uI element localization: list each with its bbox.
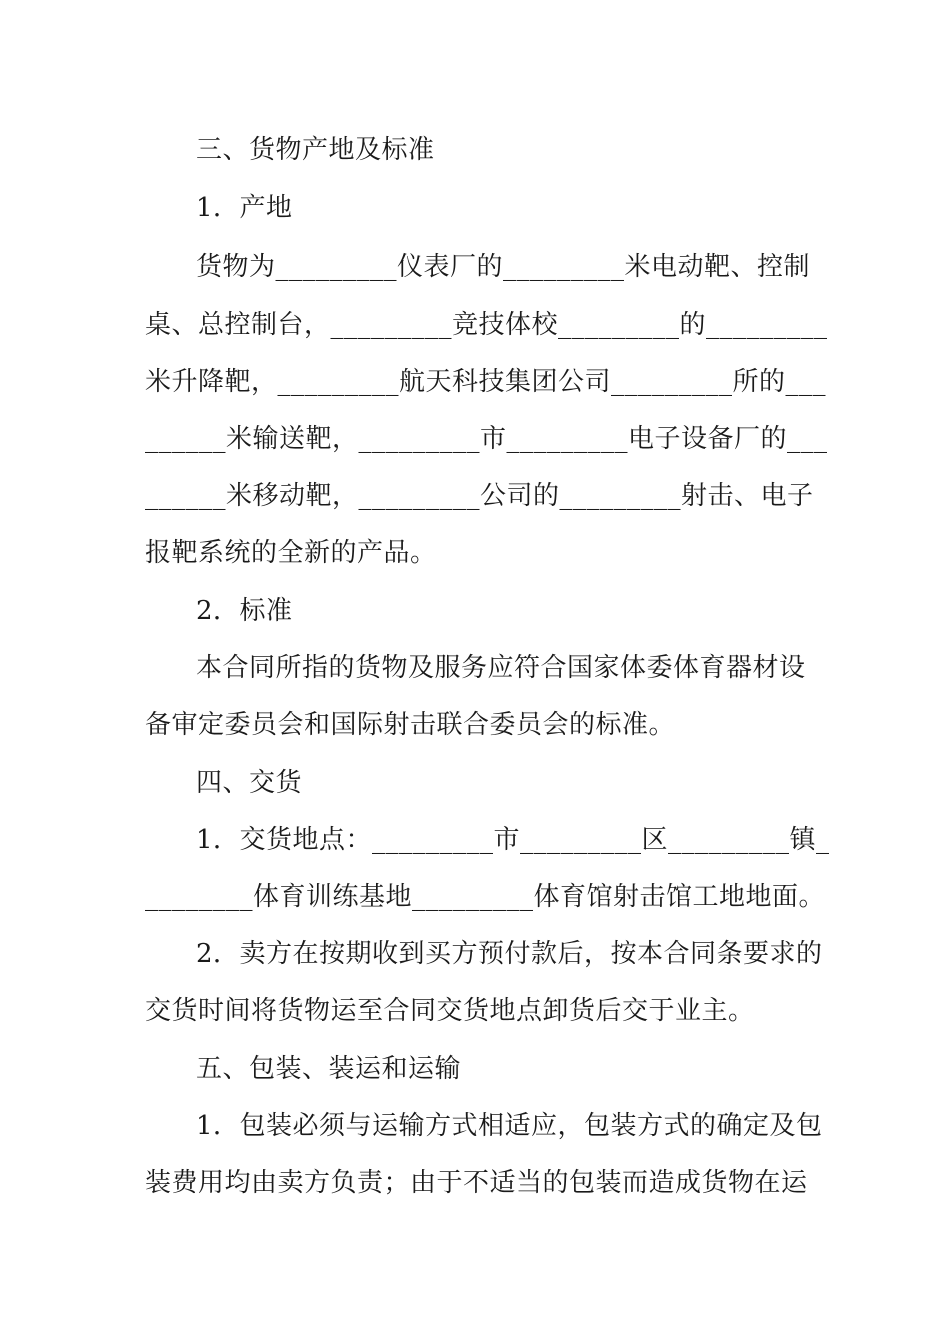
paragraph-line: 报靶系统的全新的产品。 xyxy=(145,538,437,568)
paragraph-line: ________体育训练基地_________体育馆射击馆工地地面。 xyxy=(145,882,826,912)
paragraph-line: 本合同所指的货物及服务应符合国家体委体育器材设 xyxy=(196,653,806,683)
paragraph-line: ______米输送靶，_________市_________电子设备厂的___ xyxy=(145,424,828,454)
paragraph-line: 备审定委员会和国际射击联合委员会的标准。 xyxy=(145,710,676,740)
paragraph-line: 货物为_________仪表厂的_________米电动靶、控制 xyxy=(196,252,811,282)
paragraph-line: 米升降靶，_________航天科技集团公司_________所的___ xyxy=(145,367,827,397)
paragraph-line: 2．卖方在按期收到买方预付款后，按本合同条要求的 xyxy=(196,939,823,969)
section-heading-origin-standard: 三、货物产地及标准 xyxy=(196,135,435,165)
paragraph-line: 交货时间将货物运至合同交货地点卸货后交于业主。 xyxy=(145,996,755,1026)
section-heading-delivery: 四、交货 xyxy=(196,768,303,798)
subheading-origin: 1．产地 xyxy=(196,193,293,223)
paragraph-line: 1．交货地点：_________市_________区_________镇_ xyxy=(196,825,830,855)
paragraph-line: ______米移动靶，_________公司的_________射击、电子 xyxy=(145,481,814,511)
paragraph-line: 桌、总控制台，_________竞技体校_________的_________ xyxy=(145,310,828,340)
subheading-standard: 2．标准 xyxy=(196,596,293,626)
paragraph-line: 1．包装必须与运输方式相适应，包装方式的确定及包 xyxy=(196,1111,823,1141)
paragraph-line: 装费用均由卖方负责；由于不适当的包装而造成货物在运 xyxy=(145,1168,808,1198)
section-heading-packaging: 五、包装、装运和运输 xyxy=(196,1054,462,1084)
